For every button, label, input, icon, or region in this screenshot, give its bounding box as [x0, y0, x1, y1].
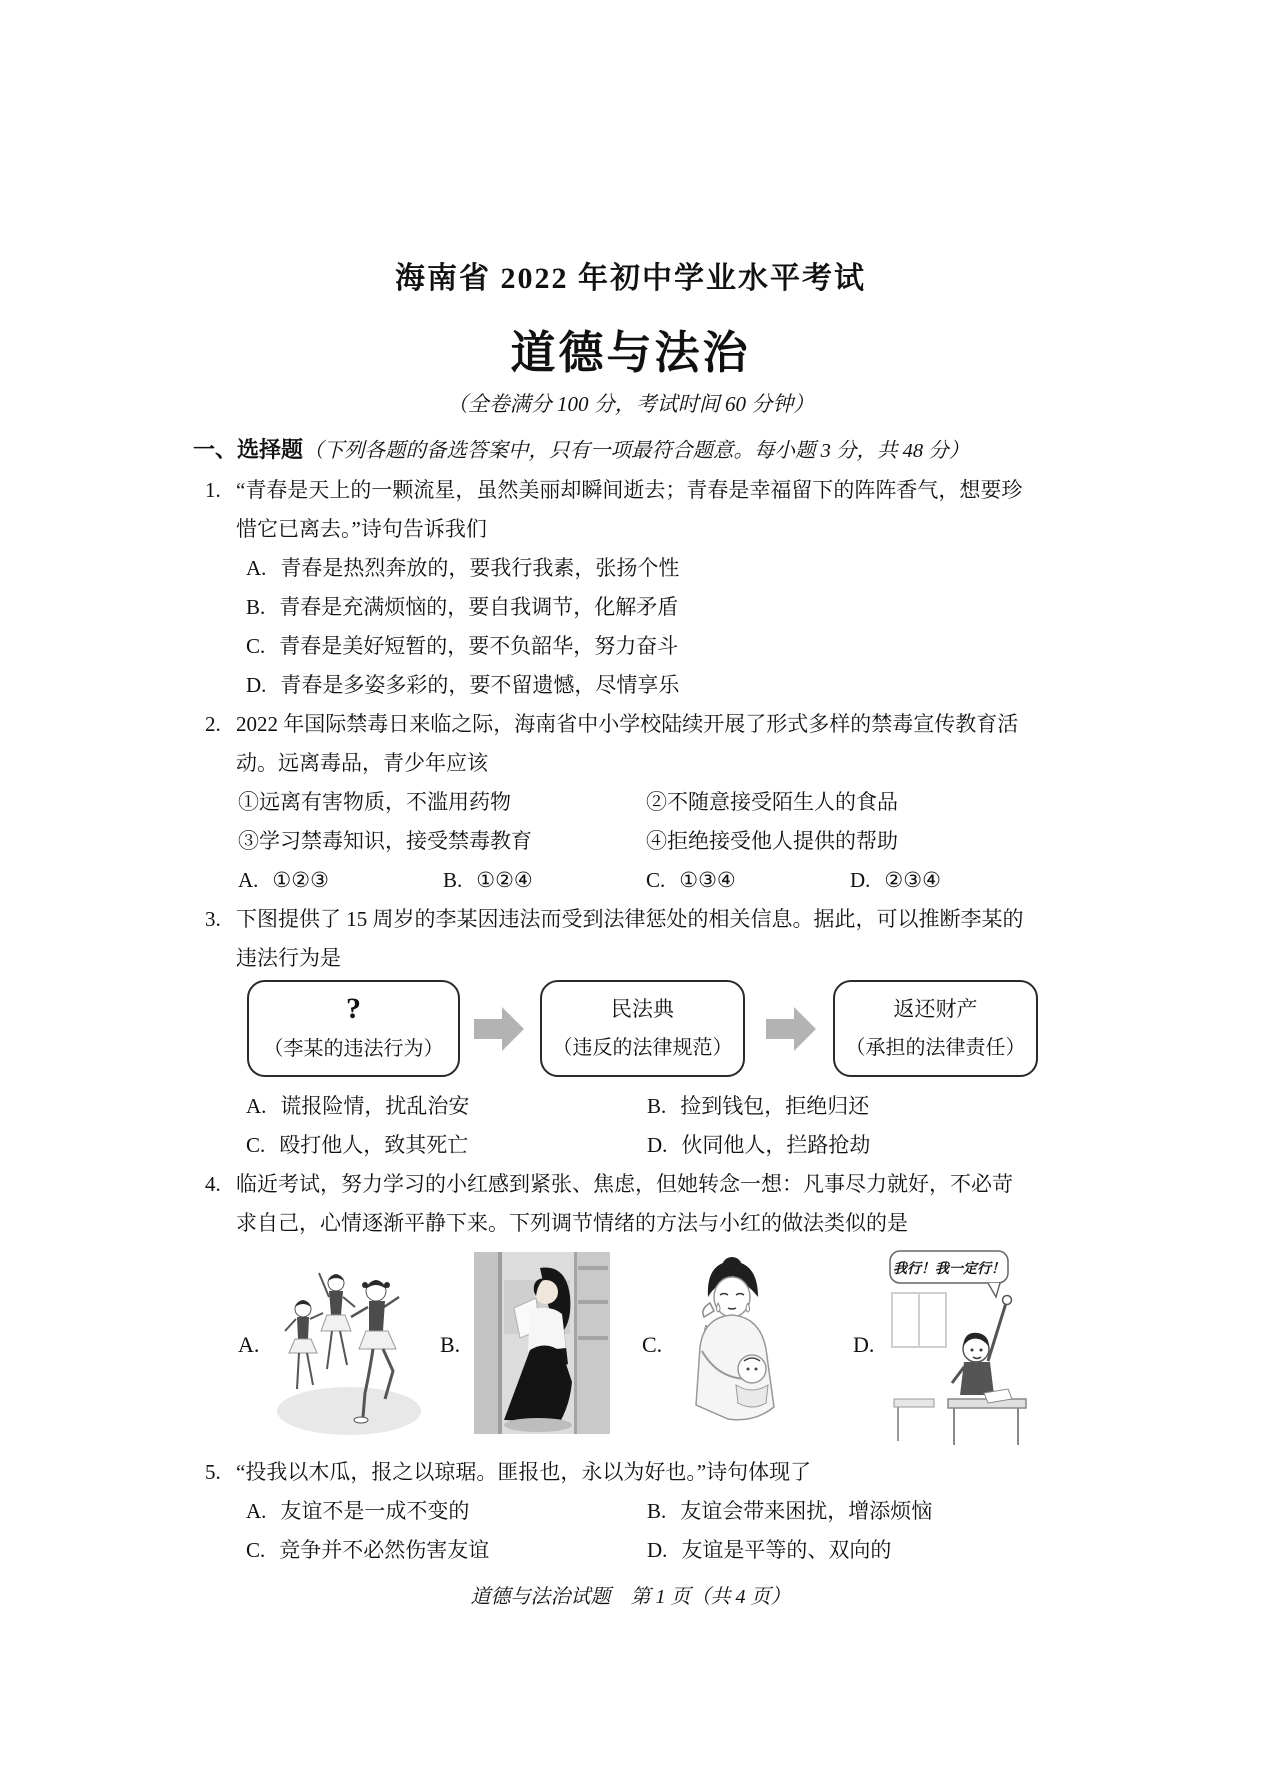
subject-title: 道德与法治 [510, 328, 751, 378]
picture-option-label: D. [853, 1332, 875, 1357]
option-label: D. [647, 1538, 668, 1562]
option [850, 861, 1083, 900]
flow-box-question-mark: ? [346, 992, 361, 1026]
option-label: A. [238, 868, 259, 892]
option-text: 青春是美好短暂的，要不负韶华，努力奋斗 [279, 634, 679, 658]
question-text-line: 下图提供了 15 周岁的李某因违法而受到法律惩处的相关信息。据此，可以推断李某的 [236, 907, 1024, 931]
flow-box-caption: （承担的法律责任） [845, 1037, 1026, 1059]
dancing-girls-illustration [273, 1251, 427, 1447]
options-row [246, 1087, 1083, 1165]
option-text: 谎报险情，扰乱治安 [280, 1094, 470, 1118]
flow-box-title: 返还财产 [893, 997, 978, 1021]
question-text-line: 动。远离毒品，青少年应该 [236, 751, 488, 775]
question-text-line: “青春是天上的一颗流星，虽然美丽却瞬间逝去；青春是幸福留下的阵阵香气，想要珍 [236, 478, 1023, 502]
options-row [246, 1492, 1083, 1570]
section-header [193, 430, 1083, 471]
question-5 [193, 1453, 1083, 1570]
option [647, 1492, 1083, 1531]
option-label: B. [246, 595, 266, 619]
exam-info: （全卷满分 100 分，考试时间 60 分钟） [446, 392, 815, 416]
picture-option-label: B. [440, 1332, 461, 1357]
option-label: B. [647, 1094, 667, 1118]
option-label: A. [246, 556, 267, 580]
option-label: D. [246, 673, 267, 697]
option-label: B. [443, 868, 463, 892]
option-text: ①②③ [272, 868, 329, 892]
exam-title: 海南省 2022 年初中学业水平考试 [395, 262, 866, 295]
option [443, 861, 646, 900]
question-1 [193, 471, 1083, 705]
numbered-items-row [238, 783, 1083, 861]
dancer-middle [319, 1273, 355, 1369]
option-text: 友谊不是一成不变的 [280, 1499, 470, 1523]
exam-content [193, 430, 1083, 1570]
question-4 [193, 1165, 1083, 1453]
option-text: 青春是多姿多彩的，要不留遗憾，尽情享乐 [280, 673, 680, 697]
question-text-line: 违法行为是 [236, 946, 341, 970]
option-text: ①③④ [679, 868, 736, 892]
numbered-item: ③学习禁毒知识，接受禁毒教育 [238, 829, 532, 853]
page-footer: 道德与法治试题 第 1 页（共 4 页） [470, 1586, 791, 1608]
question-number: 5. [205, 1460, 221, 1484]
question-text-line: 2022 年国际禁毒日来临之际，海南省中小学校陆续开展了形式多样的禁毒宣传教育活 [236, 712, 1019, 736]
flow-box-responsibility [833, 980, 1038, 1077]
option-label: A. [246, 1094, 267, 1118]
girl-raising-hand-illustration [888, 1249, 1032, 1451]
section-note: （下列各题的备选答案中，只有一项最符合题意。每小题 3 分，共 48 分） [303, 440, 970, 462]
option-label: C. [246, 1538, 266, 1562]
question-text-line: 求自己，心情逐渐平静下来。下列调节情绪的方法与小红的做法类似的是 [236, 1211, 908, 1235]
option-text: 青春是热烈奔放的，要我行我素，张扬个性 [280, 556, 680, 580]
option [236, 627, 1083, 666]
question-text-line: “投我以木瓜，报之以琼琚。匪报也，永以为好也。”诗句体现了 [236, 1460, 812, 1484]
numbered-item: ④拒绝接受他人提供的帮助 [646, 829, 898, 853]
option [236, 666, 1083, 705]
picture-option-label: A. [238, 1332, 260, 1357]
option [246, 1087, 647, 1126]
girl-reading-photo [474, 1252, 610, 1434]
option-text: 友谊是平等的、双向的 [681, 1538, 892, 1562]
flow-box-caption: （李某的违法行为） [263, 1037, 444, 1060]
flow-diagram [193, 980, 1083, 1079]
speech-bubble-text: 我行！我一定行！ [893, 1262, 1005, 1277]
picture-option-label: C. [642, 1332, 663, 1357]
question-text-line: 临近考试，努力学习的小红感到紧张、焦虑，但她转念一想：凡事尽力就好，不必苛 [236, 1172, 1013, 1196]
flow-box-title: 民法典 [611, 997, 674, 1021]
option-label: C. [246, 634, 266, 658]
picture-options-row [193, 1249, 1126, 1453]
question-text-line: 惜它已离去。”诗句告诉我们 [236, 517, 487, 541]
question-number: 2. [205, 712, 221, 736]
option-text: ②③④ [884, 868, 941, 892]
question-number: 1. [205, 478, 221, 502]
option [647, 1126, 1083, 1165]
dancer-left [285, 1300, 323, 1389]
option-text: 捡到钱包，拒绝归还 [680, 1094, 870, 1118]
option-text: 殴打他人，致其死亡 [279, 1133, 469, 1157]
option-text: 竞争并不必然伤害友谊 [279, 1538, 490, 1562]
right-arrow-icon [474, 1007, 524, 1051]
option-label: C. [646, 868, 666, 892]
option [646, 861, 850, 900]
question-number: 4. [205, 1172, 221, 1196]
option-label: A. [246, 1499, 267, 1523]
question-2 [193, 705, 1083, 900]
option [246, 1531, 647, 1570]
crying-woman-illustration [670, 1251, 802, 1447]
option-text: 友谊会带来困扰，增添烦恼 [680, 1499, 933, 1523]
answer-row [238, 861, 1083, 900]
option-text: 青春是充满烦恼的，要自我调节，化解矛盾 [279, 595, 679, 619]
flow-box-caption: （违反的法律规范） [552, 1037, 733, 1059]
option-text: 伙同他人，拦路抢劫 [681, 1133, 871, 1157]
option [647, 1087, 1083, 1126]
option-text: ①②④ [476, 868, 533, 892]
numbered-item: ①远离有害物质，不滥用药物 [238, 790, 511, 814]
speech-bubble [890, 1251, 1008, 1297]
option-label: C. [246, 1133, 266, 1157]
right-arrow-icon [766, 1007, 816, 1051]
option [238, 861, 443, 900]
option [236, 588, 1083, 627]
option [246, 1126, 647, 1165]
question-number: 3. [205, 907, 221, 931]
section-label: 一、选择题 [193, 437, 304, 462]
option-label: D. [647, 1133, 668, 1157]
option [246, 1492, 647, 1531]
question-3 [193, 900, 1083, 1165]
option [236, 549, 1083, 588]
option-label: D. [850, 868, 871, 892]
option [647, 1531, 1083, 1570]
flow-box-law [540, 980, 745, 1077]
numbered-item: ②不随意接受陌生人的食品 [646, 790, 898, 814]
flow-box-violation [247, 980, 460, 1077]
option-label: B. [647, 1499, 667, 1523]
